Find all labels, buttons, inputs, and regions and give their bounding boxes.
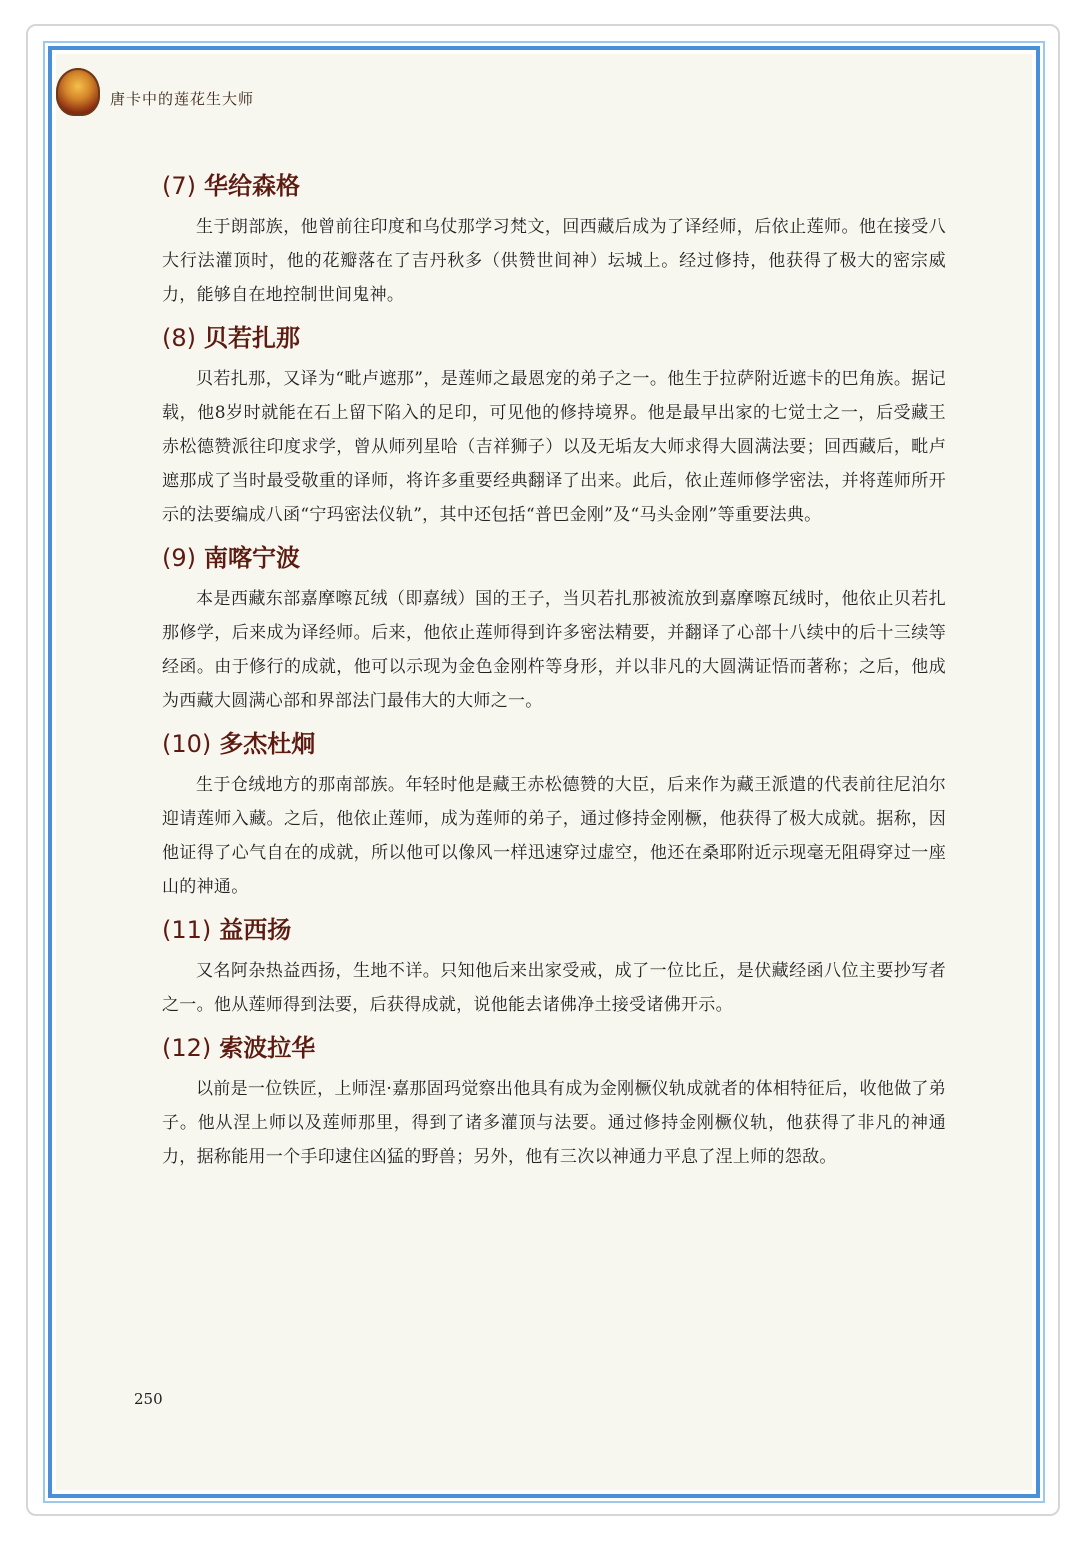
section-heading	[162, 1030, 946, 1066]
section-title: 贝若扎那	[204, 324, 300, 352]
section-number: (9)	[162, 544, 196, 572]
section-heading	[162, 540, 946, 576]
section	[162, 168, 946, 312]
section-heading	[162, 726, 946, 762]
section-paragraph: 本是西藏东部嘉摩嚓瓦绒（即嘉绒）国的王子，当贝若扎那被流放到嘉摩嚓瓦绒时，他依止贝若扎那修学，后来成为译经师。后来，他依止莲师得到许多密法精要，并翻译了心部十八续中的后十三续等经函。由于修行的成就，他可以示现为金色金刚杵等身形，并以非凡的大圆满证悟而著称；之后，他成为西藏大圆满心部和界部法门最伟大的大师之一。	[162, 589, 946, 711]
section-number: (8)	[162, 324, 196, 352]
section	[162, 726, 946, 904]
section-paragraph: 生于仓绒地方的那南部族。年轻时他是藏王赤松德赞的大臣，后来作为藏王派遣的代表前往尼泊尔迎请莲师入藏。之后，他依止莲师，成为莲师的弟子，通过修持金刚橛，他获得了极大成就。据称，因他证得了心气自在的成就，所以他可以像风一样迅速穿过虚空，他还在桑耶附近示现毫无阻碍穿过一座山的神通。	[162, 775, 946, 897]
running-head-text: 唐卡中的莲花生大师	[110, 89, 255, 108]
section-title: 南喀宁波	[204, 544, 300, 572]
section-title: 益西扬	[219, 916, 292, 944]
section-paragraph: 又名阿杂热益西扬，生地不详。只知他后来出家受戒，成了一位比丘，是伏藏经函八位主要抄写者之一。他从莲师得到法要，后获得成就，说他能去诸佛净土接受诸佛开示。	[162, 961, 946, 1015]
section-paragraph: 贝若扎那，又译为“毗卢遮那”，是莲师之最恩宠的弟子之一。他生于拉萨附近遮卡的巴角族。据记载，他8岁时就能在石上留下陷入的足印，可见他的修持境界。他是最早出家的七觉士之一，后受藏王赤松德赞派往印度求学，曾从师列星哈（吉祥狮子）以及无垢友大师求得大圆满法要；回西藏后，毗卢遮那成了当时最受敬重的译师，将许多重要经典翻译了出来。此后，依止莲师修学密法，并将莲师所开示的法要编成八函“宁玛密法仪轨”，其中还包括“普巴金刚”及“马头金刚”等重要法典。	[162, 369, 946, 525]
section	[162, 912, 946, 1022]
section-paragraph: 以前是一位铁匠，上师涅·嘉那固玛觉察出他具有成为金刚橛仪轨成就者的体相特征后，收他做了弟子。他从涅上师以及莲师那里，得到了诸多灌顶与法要。通过修持金刚橛仪轨，他获得了非凡的神通力，据称能用一个手印逮住凶猛的野兽；另外，他有三次以神通力平息了涅上师的怨敌。	[162, 1079, 946, 1167]
section-heading	[162, 320, 946, 356]
section-title: 索波拉华	[219, 1034, 316, 1062]
section	[162, 540, 946, 718]
section-number: (7)	[162, 172, 196, 200]
thangka-icon	[56, 68, 100, 116]
section-title: 多杰杜炯	[219, 730, 316, 758]
page-content	[162, 168, 946, 1182]
section-number: (12)	[162, 1034, 212, 1062]
section-paragraph: 生于朗部族，他曾前往印度和乌仗那学习梵文，回西藏后成为了译经师，后依止莲师。他在接受八大行法灌顶时，他的花瓣落在了吉丹秋多（供赞世间神）坛城上。经过修持，他获得了极大的密宗威力，能够自在地控制世间鬼神。	[162, 217, 946, 305]
section-title: 华给森格	[204, 172, 300, 200]
section	[162, 320, 946, 532]
section-heading	[162, 912, 946, 948]
section	[162, 1030, 946, 1174]
section-number: (11)	[162, 916, 212, 944]
running-head	[56, 68, 254, 116]
page-number: 250	[134, 1390, 163, 1408]
section-number: (10)	[162, 730, 212, 758]
section-heading	[162, 168, 946, 204]
